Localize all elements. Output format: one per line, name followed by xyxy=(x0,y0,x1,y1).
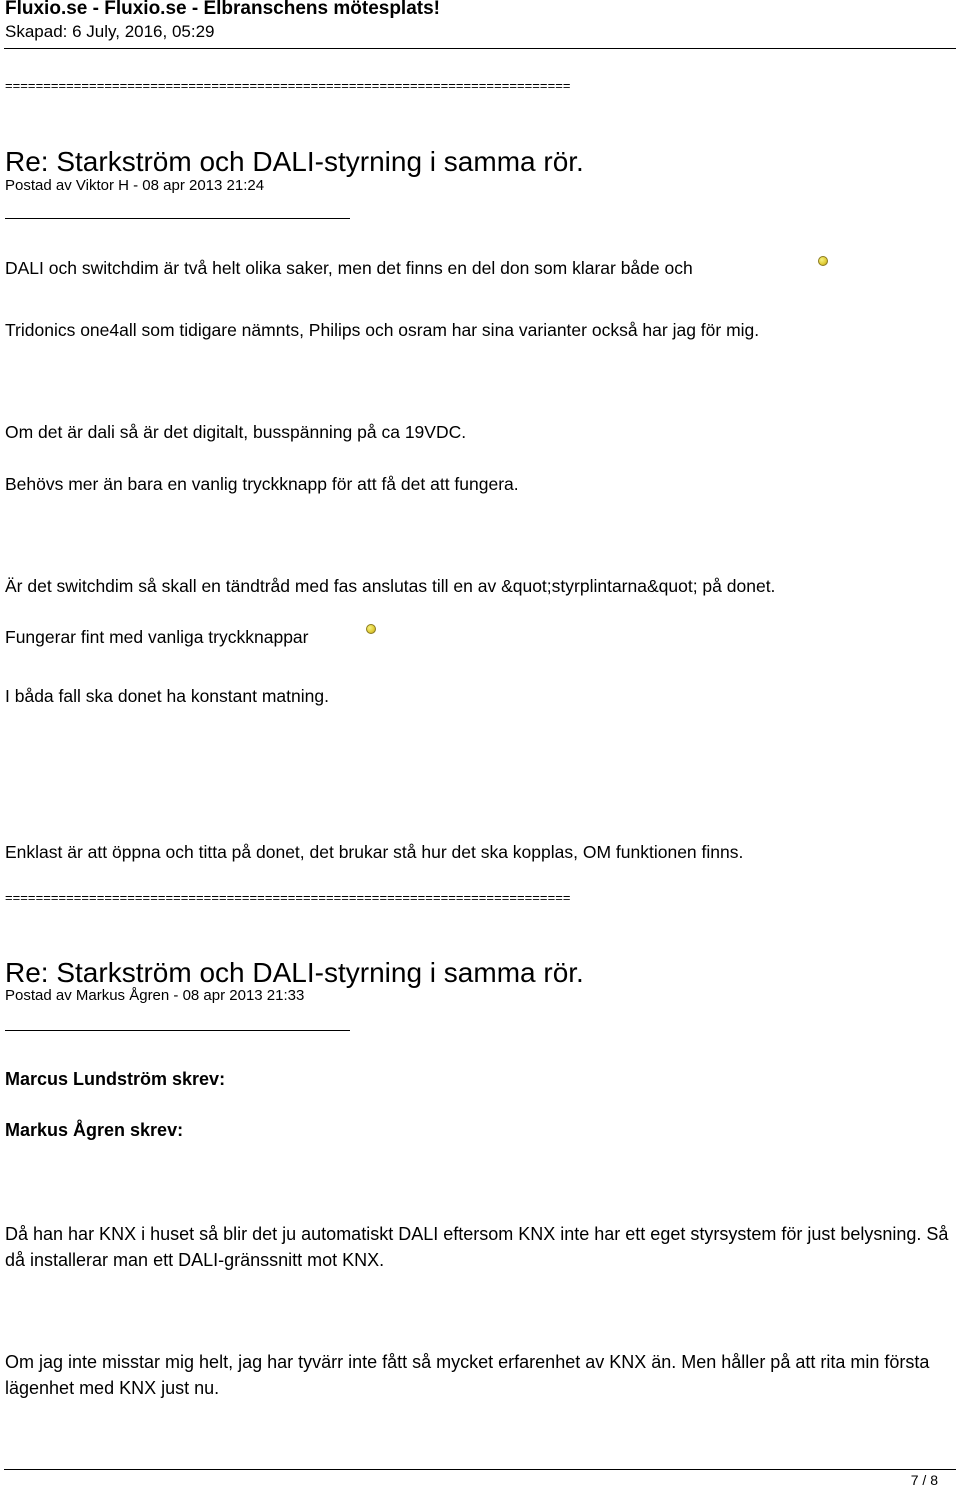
post-paragraph: I båda fall ska donet ha konstant matning. xyxy=(5,686,329,706)
smiley-icon xyxy=(818,256,828,266)
post-paragraph: Om det är dali så är det digitalt, busspänning på ca 19VDC. xyxy=(5,422,467,442)
post-separator: ========================================================================== xyxy=(5,890,571,905)
page-number: 7 / 8 xyxy=(910,1472,938,1488)
post-paragraph: Om jag inte misstar mig helt, jag har tyvärr inte fått så mycket erfarenhet av KNX än. Men håller på att rita min första lägenhet med KNX just nu. xyxy=(5,1352,930,1398)
created-date: Skapad: 6 July, 2016, 05:29 xyxy=(5,22,215,41)
quote-author: Markus Ågren skrev: xyxy=(5,1120,184,1140)
post-paragraph: Är det switchdim så skall en tändtråd med fas anslutas till en av &quot;styrplintarna&quot; på donet. xyxy=(5,576,776,596)
header-divider xyxy=(4,48,956,49)
post-meta-divider xyxy=(5,218,350,219)
footer-divider xyxy=(4,1469,956,1470)
post-paragraph: Fungerar fint med vanliga tryckknappar xyxy=(5,627,309,647)
site-title: Fluxio.se - Fluxio.se - Elbranschens mötesplats! xyxy=(5,0,440,19)
post-separator: ========================================================================== xyxy=(5,78,571,93)
post-paragraph: Då han har KNX i huset så blir det ju automatiskt DALI eftersom KNX inte har ett eget styrsystem för just belysning. Så då installerar man ett DALI-gränssnitt mot KNX. xyxy=(5,1224,949,1270)
quote-author: Marcus Lundström skrev: xyxy=(5,1069,226,1089)
post-paragraph: Behövs mer än bara en vanlig tryckknapp för att få det att fungera. xyxy=(5,474,519,494)
post-title: Re: Starkström och DALI-styrning i samma rör. xyxy=(5,957,584,988)
post-meta: Postad av Viktor H - 08 apr 2013 21:24 xyxy=(5,177,265,194)
post-title: Re: Starkström och DALI-styrning i samma rör. xyxy=(5,146,584,177)
post-meta: Postad av Markus Ågren - 08 apr 2013 21:33 xyxy=(5,987,305,1004)
post-paragraph: Tridonics one4all som tidigare nämnts, Philips och osram har sina varianter också har jag för mig. xyxy=(5,320,760,340)
post-meta-divider xyxy=(5,1030,350,1031)
smiley-icon xyxy=(366,624,376,634)
post-paragraph: Enklast är att öppna och titta på donet, det brukar stå hur det ska kopplas, OM funktionen finns. xyxy=(5,842,744,862)
post-paragraph: DALI och switchdim är två helt olika saker, men det finns en del don som klarar både och xyxy=(5,258,693,278)
